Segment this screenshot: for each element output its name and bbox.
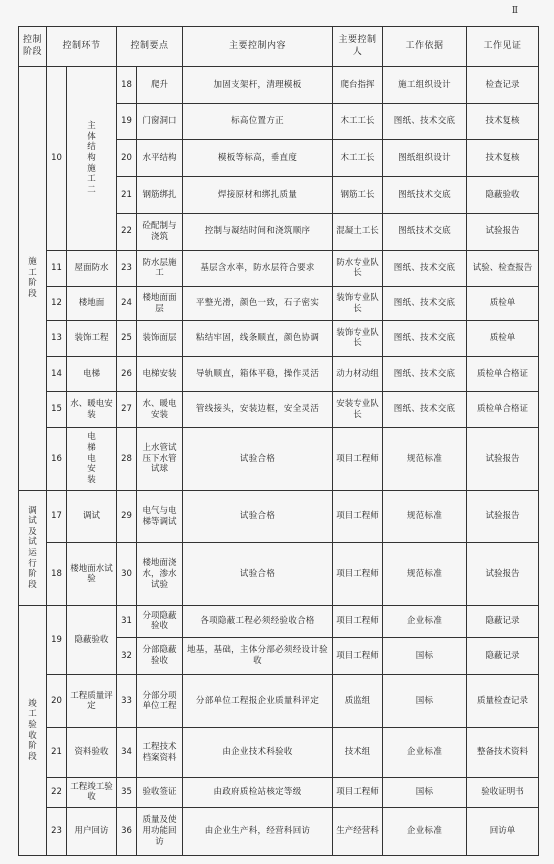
control-person: 项目工程师 xyxy=(333,778,383,807)
table-row xyxy=(19,727,539,777)
work-basis: 图纸技术交底 xyxy=(383,213,467,250)
work-basis: 国标 xyxy=(383,637,467,675)
point-number: 20 xyxy=(117,140,137,177)
phase-trial-run: 调 试 及 试 运 行 阶 段 xyxy=(19,490,47,605)
control-content: 焊接原材和绑扎质量 xyxy=(183,177,333,214)
point-number: 18 xyxy=(117,67,137,104)
control-content: 试验合格 xyxy=(183,490,333,542)
control-content: 由企业生产科，经营科回访 xyxy=(183,807,333,855)
work-evidence: 质检单合格证 xyxy=(467,392,539,428)
point-number: 25 xyxy=(117,320,137,356)
control-person: 木工工长 xyxy=(333,103,383,140)
link-number: 12 xyxy=(47,287,67,321)
control-person: 项目工程师 xyxy=(333,543,383,606)
control-point: 防水层施工 xyxy=(137,250,183,287)
work-basis: 企业标准 xyxy=(383,727,467,777)
control-content: 控制与凝结时间和浇筑顺序 xyxy=(183,213,333,250)
control-content: 导轨顺直，箱体平稳，操作灵活 xyxy=(183,356,333,392)
work-basis: 图纸、技术交底 xyxy=(383,320,467,356)
link-name: 隐蔽验收 xyxy=(67,606,117,675)
work-evidence: 试验报告 xyxy=(467,543,539,606)
control-person: 安装专业队长 xyxy=(333,392,383,428)
control-point: 工程技术档案资料 xyxy=(137,727,183,777)
work-basis: 企业标准 xyxy=(383,807,467,855)
work-evidence: 试验、检查报告 xyxy=(467,250,539,287)
work-basis: 图纸、技术交底 xyxy=(383,250,467,287)
control-content: 分部单位工程报企业质量科评定 xyxy=(183,675,333,727)
control-point: 钢筋绑扎 xyxy=(137,177,183,214)
control-person: 混凝土工长 xyxy=(333,213,383,250)
link-number: 20 xyxy=(47,675,67,727)
control-content: 地基，基础，主体分部必须经设计验收 xyxy=(183,637,333,675)
point-number: 28 xyxy=(117,427,137,490)
table-row xyxy=(19,807,539,855)
link-name: 屋面防水 xyxy=(67,250,117,287)
header-evidence: 工作见证 xyxy=(467,27,539,67)
control-point: 分部分项单位工程 xyxy=(137,675,183,727)
work-basis: 图纸、技术交底 xyxy=(383,287,467,321)
work-basis: 图纸、技术交底 xyxy=(383,356,467,392)
link-number: 14 xyxy=(47,356,67,392)
table-header-row xyxy=(19,27,539,67)
control-person: 项目工程师 xyxy=(333,606,383,637)
link-number: 10 xyxy=(47,67,67,251)
control-content: 平整光滑，颜色一致，石子密实 xyxy=(183,287,333,321)
point-number: 21 xyxy=(117,177,137,214)
work-evidence: 试验报告 xyxy=(467,490,539,542)
link-name: 工程质量评定 xyxy=(67,675,117,727)
control-content: 加固支架杆，清理模板 xyxy=(183,67,333,104)
table-row xyxy=(19,778,539,807)
link-name: 资料验收 xyxy=(67,727,117,777)
control-point: 电梯安装 xyxy=(137,356,183,392)
control-content: 标高位置方正 xyxy=(183,103,333,140)
work-basis: 企业标准 xyxy=(383,606,467,637)
work-basis: 规范标准 xyxy=(383,543,467,606)
table-row xyxy=(19,287,539,321)
control-person: 项目工程师 xyxy=(333,637,383,675)
work-basis: 规范标准 xyxy=(383,427,467,490)
link-number: 18 xyxy=(47,543,67,606)
link-name: 用户回访 xyxy=(67,807,117,855)
control-point: 验收签证 xyxy=(137,778,183,807)
point-number: 31 xyxy=(117,606,137,637)
work-evidence: 质检单合格证 xyxy=(467,356,539,392)
table-row xyxy=(19,67,539,104)
control-content: 各项隐蔽工程必须经验收合格 xyxy=(183,606,333,637)
link-number: 11 xyxy=(47,250,67,287)
table-row xyxy=(19,427,539,490)
work-basis: 施工组织设计 xyxy=(383,67,467,104)
point-number: 19 xyxy=(117,103,137,140)
work-evidence: 整备技术资料 xyxy=(467,727,539,777)
work-basis: 规范标准 xyxy=(383,490,467,542)
control-point: 水、暖电安装 xyxy=(137,392,183,428)
control-content: 由政府质检站核定等级 xyxy=(183,778,333,807)
work-basis: 图纸组织设计 xyxy=(383,140,467,177)
control-person: 项目工程师 xyxy=(333,427,383,490)
point-number: 35 xyxy=(117,778,137,807)
work-basis: 图纸技术交底 xyxy=(383,177,467,214)
control-point: 分部隐蔽验收 xyxy=(137,637,183,675)
table-row xyxy=(19,320,539,356)
control-point: 水平结构 xyxy=(137,140,183,177)
work-evidence: 隐蔽记录 xyxy=(467,637,539,675)
link-name: 装饰工程 xyxy=(67,320,117,356)
link-number: 22 xyxy=(47,778,67,807)
work-evidence: 质检单 xyxy=(467,287,539,321)
link-name: 楼地面水试验 xyxy=(67,543,117,606)
table-row xyxy=(19,392,539,428)
control-content: 由企业技术科验收 xyxy=(183,727,333,777)
table-row xyxy=(19,606,539,637)
control-content: 粘结牢固，线条顺直，颜色协调 xyxy=(183,320,333,356)
table-row xyxy=(19,543,539,606)
point-number: 30 xyxy=(117,543,137,606)
header-content: 主要控制内容 xyxy=(183,27,333,67)
control-content: 基层含水率，防水层符合要求 xyxy=(183,250,333,287)
work-evidence: 回访单 xyxy=(467,807,539,855)
control-point: 装饰面层 xyxy=(137,320,183,356)
work-evidence: 隐蔽验收 xyxy=(467,177,539,214)
control-person: 项目工程师 xyxy=(333,490,383,542)
work-basis: 图纸、技术交底 xyxy=(383,103,467,140)
work-evidence: 试验报告 xyxy=(467,213,539,250)
work-evidence: 试验报告 xyxy=(467,427,539,490)
work-evidence: 验收证明书 xyxy=(467,778,539,807)
work-basis: 国标 xyxy=(383,778,467,807)
header-basis: 工作依据 xyxy=(383,27,467,67)
link-name: 楼地面 xyxy=(67,287,117,321)
point-number: 32 xyxy=(117,637,137,675)
control-person: 技术组 xyxy=(333,727,383,777)
work-basis: 国标 xyxy=(383,675,467,727)
point-number: 26 xyxy=(117,356,137,392)
point-number: 36 xyxy=(117,807,137,855)
link-name: 主 体 结 构 施 工 二 xyxy=(67,67,117,251)
control-person: 木工工长 xyxy=(333,140,383,177)
point-number: 22 xyxy=(117,213,137,250)
work-evidence: 技术复核 xyxy=(467,140,539,177)
work-evidence: 隐蔽记录 xyxy=(467,606,539,637)
control-point: 砼配制与浇筑 xyxy=(137,213,183,250)
header-point: 控制要点 xyxy=(117,27,183,67)
control-content: 模板等标高，垂直度 xyxy=(183,140,333,177)
control-content: 试验合格 xyxy=(183,427,333,490)
control-person: 防水专业队长 xyxy=(333,250,383,287)
link-number: 15 xyxy=(47,392,67,428)
phase-acceptance: 竣 工 验 收 阶 段 xyxy=(19,606,47,856)
link-number: 19 xyxy=(47,606,67,675)
control-person: 动力材动组 xyxy=(333,356,383,392)
control-point: 门窗洞口 xyxy=(137,103,183,140)
control-point: 质量及使用功能回访 xyxy=(137,807,183,855)
work-evidence: 技术复核 xyxy=(467,103,539,140)
link-name: 调试 xyxy=(67,490,117,542)
work-evidence: 质检单 xyxy=(467,320,539,356)
header-person: 主要控制人 xyxy=(333,27,383,67)
link-number: 13 xyxy=(47,320,67,356)
page-number: Ⅱ xyxy=(511,6,518,16)
control-point: 楼地面面层 xyxy=(137,287,183,321)
work-basis: 图纸、技术交底 xyxy=(383,392,467,428)
link-number: 16 xyxy=(47,427,67,490)
link-name: 电 梯 电 安 装 xyxy=(67,427,117,490)
work-evidence: 质量检查记录 xyxy=(467,675,539,727)
table-row xyxy=(19,250,539,287)
point-number: 34 xyxy=(117,727,137,777)
control-point: 分项隐蔽验收 xyxy=(137,606,183,637)
link-number: 21 xyxy=(47,727,67,777)
point-number: 24 xyxy=(117,287,137,321)
control-content: 管线接头，安装边框，安全灵活 xyxy=(183,392,333,428)
point-number: 29 xyxy=(117,490,137,542)
control-person: 爬台指挥 xyxy=(333,67,383,104)
table-row xyxy=(19,356,539,392)
control-content: 试验合格 xyxy=(183,543,333,606)
table-row xyxy=(19,490,539,542)
link-number: 23 xyxy=(47,807,67,855)
link-name: 电梯 xyxy=(67,356,117,392)
header-link: 控制环节 xyxy=(47,27,117,67)
control-person: 钢筋工长 xyxy=(333,177,383,214)
control-point: 爬升 xyxy=(137,67,183,104)
link-name: 工程竣工验收 xyxy=(67,778,117,807)
control-person: 生产经营科 xyxy=(333,807,383,855)
link-name: 水、暖电安装 xyxy=(67,392,117,428)
control-point: 电气与电梯等调试 xyxy=(137,490,183,542)
header-phase: 控制阶段 xyxy=(19,27,47,67)
control-point: 楼地面浇水，渗水试验 xyxy=(137,543,183,606)
work-evidence: 检查记录 xyxy=(467,67,539,104)
point-number: 33 xyxy=(117,675,137,727)
control-person: 装饰专业队长 xyxy=(333,320,383,356)
point-number: 27 xyxy=(117,392,137,428)
control-point: 上水管试压下水管试球 xyxy=(137,427,183,490)
point-number: 23 xyxy=(117,250,137,287)
control-person: 装饰专业队长 xyxy=(333,287,383,321)
table-row xyxy=(19,675,539,727)
phase-construction: 施 工 阶 段 xyxy=(19,67,47,491)
quality-control-table xyxy=(18,26,539,856)
control-person: 质监组 xyxy=(333,675,383,727)
link-number: 17 xyxy=(47,490,67,542)
